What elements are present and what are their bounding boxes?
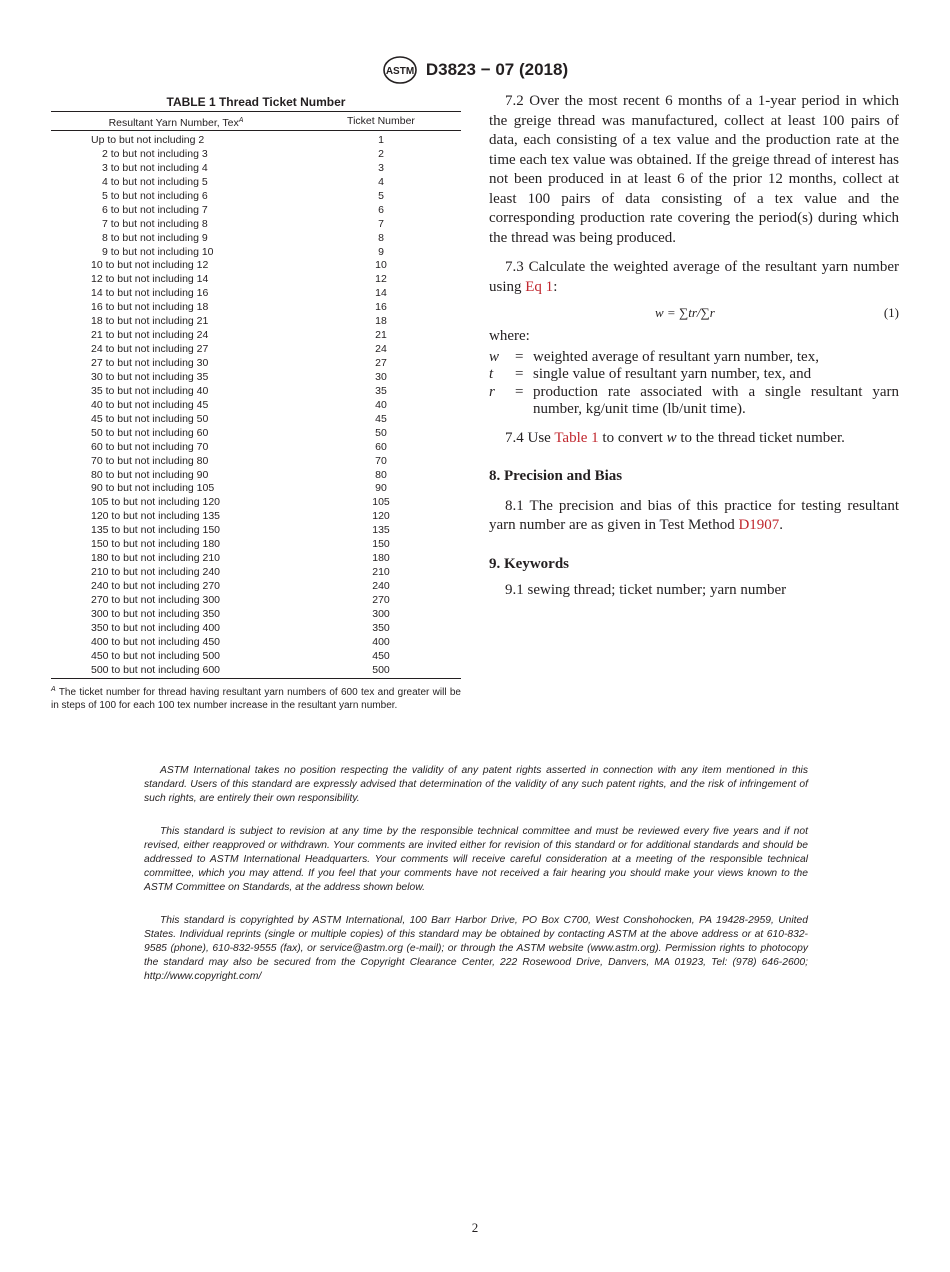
table-title: TABLE 1 Thread Ticket Number: [166, 95, 346, 109]
yarn-number-range: 3 to but not including 4: [102, 161, 208, 174]
yarn-number-range: 70 to but not including 80: [91, 454, 209, 467]
table-row: [51, 399, 461, 413]
definition-symbol: w: [489, 348, 500, 365]
yarn-number-range: 14 to but not including 16: [91, 287, 209, 300]
yarn-number-range: 180 to but not including 210: [91, 552, 221, 565]
table-row: [51, 385, 461, 399]
col-header-ticket-number: Ticket Number: [347, 115, 415, 127]
yarn-number-range: 80 to but not including 90: [91, 468, 209, 481]
definition-item: [489, 349, 899, 367]
yarn-number-range: 240 to but not including 270: [91, 580, 221, 592]
ticket-number: 9: [378, 245, 384, 258]
definition-text: single value of resultant yarn number, tex, and: [533, 366, 812, 382]
yarn-number-range: 18 to but not including 21: [91, 315, 209, 328]
yarn-number-range: 300 to but not including 350: [91, 607, 221, 620]
d1907-link[interactable]: D1907: [738, 517, 780, 533]
patent-notice: ASTM International takes no position respecting the validity of any patent rights asserted in connection with any item mentioned in this standard. Users of this standard are expressly advised that determination of the validity of any such patent rights, and the risk of infringement of such rights, are entirely their own responsibility.: [144, 765, 808, 804]
ticket-number: 270: [372, 593, 390, 606]
ticket-number: 18: [375, 315, 387, 328]
ticket-number: 2: [378, 147, 384, 160]
table-row: [51, 524, 461, 538]
definition-equals: =: [515, 348, 524, 365]
table-row: [51, 246, 461, 260]
yarn-number-range: 30 to but not including 35: [91, 370, 209, 383]
table-row: [51, 482, 461, 496]
ticket-number: 27: [375, 357, 387, 369]
table-row: [51, 594, 461, 608]
ticket-number: 150: [372, 538, 390, 551]
yarn-number-range: 27 to but not including 30: [91, 357, 209, 369]
table-row: [51, 273, 461, 287]
ticket-number: 10: [375, 259, 387, 272]
yarn-number-range: 10 to but not including 12: [91, 259, 209, 272]
yarn-number-range: 120 to but not including 135: [91, 510, 221, 523]
ticket-number: 500: [372, 663, 390, 676]
yarn-number-range: Up to but not including 2: [91, 134, 205, 146]
yarn-number-range: 2 to but not including 3: [102, 147, 208, 160]
table-row: [51, 343, 461, 357]
yarn-number-range: 400 to but not including 450: [91, 635, 221, 648]
where-label: where:: [489, 328, 530, 344]
yarn-number-range: 7 to but not including 8: [102, 217, 208, 230]
table-row: [51, 455, 461, 469]
ticket-number: 240: [372, 580, 390, 592]
definition-list: [489, 349, 899, 419]
yarn-number-range: 12 to but not including 14: [91, 273, 209, 286]
definition-item: [489, 384, 899, 419]
yarn-number-range: 105 to but not including 120: [91, 496, 221, 509]
table-row: [51, 371, 461, 385]
equation-number: (1): [883, 305, 899, 320]
yarn-number-range: 6 to but not including 7: [102, 203, 208, 216]
ticket-number: 4: [378, 175, 384, 188]
paragraph-7-2: 7.2 Over the most recent 6 months of a 1-year period in which the greige thread was manufactured, collect at least 100 pairs of data, each consisting of a tex value and the production rate at the time each tex value was obtained. If the greige thread of interest has not been produced in at least 6 of the prior 12 months, collect at least 100 pairs of data consisting of a tex value and the corresponding production rate covering the period(s) during which the thread was being produced.: [489, 93, 899, 246]
yarn-number-range: 500 to but not including 600: [91, 663, 221, 676]
table-row: [51, 622, 461, 636]
ticket-number: 24: [375, 343, 387, 356]
table-row: [51, 566, 461, 580]
revision-notice: This standard is subject to revision at any time by the responsible technical committee and must be reviewed every five years and if not revised, either reapproved or withdrawn. Your comments are invited either for revision of this standard or for additional standards and should be addressed to ASTM International Headquarters. Your comments will receive careful consideration at a meeting of the responsible technical committee, which you may attend. If you feel that your comments have not received a fair hearing you should make your views known to the ASTM Committee on Standards, at the address shown below.: [144, 826, 808, 893]
ticket-number: 21: [375, 329, 387, 342]
ticket-number: 12: [375, 273, 387, 286]
table-row: [51, 538, 461, 552]
yarn-number-range: 21 to but not including 24: [91, 329, 209, 342]
yarn-number-range: 40 to but not including 45: [91, 398, 209, 411]
ticket-number: 3: [378, 161, 384, 174]
ticket-number: 40: [375, 398, 387, 411]
ticket-number: 80: [375, 468, 387, 481]
table-row: [51, 510, 461, 524]
copyright-notice: This standard is copyrighted by ASTM International, 100 Barr Harbor Drive, PO Box C700, West Conshohocken, PA 19428-2959, United States. Individual reprints (single or multiple copies) of this standard may be obtained by contacting ASTM at the above address or at 610-832-9585 (phone), 610-832-9555 (fax), or service@astm.org (e-mail); or through the ASTM website (www.astm.org). Permission rights to photocopy the standard may also be secured from the Copyright Clearance Center, 222 Rosewood Drive, Danvers, MA 01923, Tel: (978) 646-2600; http://www.copyright.com/: [144, 915, 808, 982]
eq-1-link[interactable]: Eq 1: [525, 278, 554, 295]
table-footnote: $^A$ The ticket number for thread having resultant yarn numbers of 600 tex and greater will be in steps of 100 for each 100 tex number increase in the resultant yarn number.: [51, 685, 461, 712]
yarn-number-range: 350 to but not including 400: [91, 621, 221, 634]
ticket-number: 16: [375, 301, 387, 314]
table-row: [51, 259, 461, 273]
ticket-number: 90: [375, 482, 387, 495]
table-row: [51, 580, 461, 594]
table-row: [51, 148, 461, 162]
yarn-number-range: 16 to but not including 18: [91, 301, 209, 314]
definition-item: [489, 366, 899, 384]
yarn-number-range: 5 to but not including 6: [102, 189, 208, 202]
ticket-number: 14: [375, 287, 387, 300]
ticket-number: 7: [378, 217, 384, 230]
ticket-number: 180: [372, 552, 390, 565]
ticket-number: 8: [378, 231, 384, 244]
ticket-number: 45: [375, 412, 387, 425]
definition-equals: =: [515, 366, 524, 382]
table-row: [51, 204, 461, 218]
yarn-number-range: 4 to but not including 5: [102, 175, 208, 188]
paragraph-7-3: 7.3 Calculate the weighted average of the resultant yarn number using Eq 1:: [489, 259, 899, 295]
ticket-number: 5: [378, 189, 384, 202]
right-column: [489, 92, 899, 601]
yarn-number-range: 60 to but not including 70: [91, 440, 209, 453]
ticket-number: 35: [375, 384, 387, 397]
ticket-number: 135: [372, 524, 390, 537]
table-row: [51, 650, 461, 664]
legal-notices: [144, 764, 808, 1003]
equation-1: [489, 297, 899, 327]
yarn-number-range: 9 to but not including 10: [102, 245, 214, 258]
table-row: [51, 427, 461, 441]
svg-text:ASTM: ASTM: [385, 66, 415, 77]
yarn-number-range: 135 to but not including 150: [91, 524, 221, 537]
paragraph-8-1: 8.1 The precision and bias of this practice for testing resultant yarn number are as given in Test Method D1907.: [489, 497, 899, 533]
paragraph-7-4: 7.4 Use Table 1 to convert w to the thread ticket number.: [505, 429, 845, 446]
table-row: [51, 218, 461, 232]
table-row: [51, 357, 461, 371]
ticket-number: 50: [375, 426, 387, 439]
table-header-row: [51, 112, 461, 130]
ticket-number: 400: [372, 635, 390, 648]
yarn-number-range: 450 to but not including 500: [91, 649, 221, 662]
equation-formula: w = ∑tr/∑r: [655, 305, 715, 320]
page-number: 2: [471, 1220, 479, 1235]
yarn-number-range: 45 to but not including 50: [91, 412, 209, 425]
table-row: [51, 301, 461, 315]
table-row: [51, 636, 461, 650]
definition-text: production rate associated with a single resultant yarn number, kg/unit time (lb/unit time).: [533, 383, 899, 417]
ticket-number-table: [51, 94, 461, 713]
ticket-number: 70: [375, 454, 387, 467]
astm-logo-icon: [382, 55, 418, 85]
page-header: [0, 56, 950, 84]
paragraph-9-1: 9.1 sewing thread; ticket number; yarn number: [505, 582, 787, 598]
ticket-number: 105: [372, 496, 390, 509]
ticket-number: 1: [378, 134, 384, 146]
table-row: [51, 413, 461, 427]
section-9-heading: 9. Keywords: [489, 555, 569, 572]
table-1-link[interactable]: Table 1: [554, 429, 599, 446]
ticket-number: 60: [375, 440, 387, 453]
table-row: [51, 162, 461, 176]
yarn-number-range: 210 to but not including 240: [91, 566, 221, 579]
table-row: [51, 190, 461, 204]
table-row: [51, 287, 461, 301]
table-row: [51, 232, 461, 246]
ticket-number: 120: [372, 510, 390, 523]
ticket-number: 450: [372, 649, 390, 662]
definition-equals: =: [515, 383, 524, 400]
table-row: [51, 664, 461, 678]
ticket-number: 350: [372, 621, 390, 634]
yarn-number-range: 270 to but not including 300: [91, 593, 221, 606]
table-row: [51, 329, 461, 343]
yarn-number-range: 90 to but not including 105: [91, 482, 215, 495]
yarn-number-range: 8 to but not including 9: [102, 231, 208, 244]
standard-designation: D3823 − 07 (2018): [425, 60, 569, 79]
yarn-number-range: 50 to but not including 60: [91, 426, 209, 439]
yarn-number-range: 150 to but not including 180: [91, 538, 221, 551]
yarn-number-range: 35 to but not including 40: [91, 384, 209, 397]
definition-text: weighted average of resultant yarn number, tex,: [533, 348, 819, 365]
yarn-number-range: 24 to but not including 27: [91, 343, 209, 356]
ticket-number: 30: [375, 370, 387, 383]
definition-symbol: t: [489, 366, 494, 382]
table-row: [51, 441, 461, 455]
table-row: [51, 176, 461, 190]
table-row: [51, 315, 461, 329]
col-header-yarn-number: Resultant Yarn Number, Tex$^A$: [108, 117, 244, 129]
ticket-number: 300: [372, 607, 390, 620]
ticket-number: 210: [372, 566, 390, 579]
table-row: [51, 608, 461, 622]
table-row: [51, 134, 461, 148]
ticket-number: 6: [378, 203, 384, 216]
table-body: [51, 131, 461, 678]
definition-symbol: r: [489, 383, 495, 400]
table-row: [51, 469, 461, 483]
section-8-heading: 8. Precision and Bias: [489, 468, 623, 484]
table-row: [51, 552, 461, 566]
table-row: [51, 496, 461, 510]
